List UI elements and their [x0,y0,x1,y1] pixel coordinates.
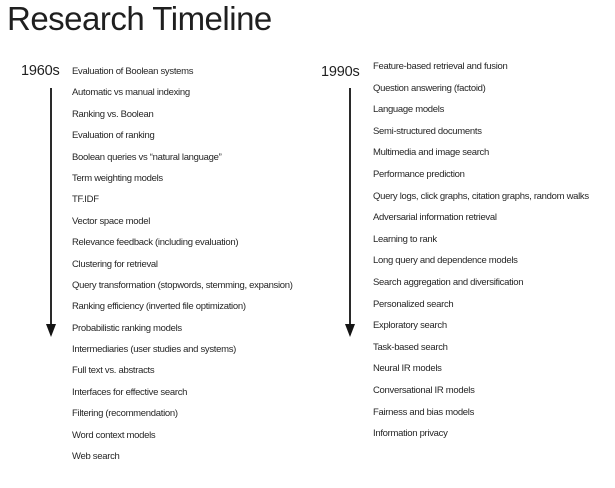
page-title: Research Timeline [7,0,272,37]
timeline-item: Multimedia and image search [373,147,489,159]
down-arrow-icon [46,324,56,337]
timeline-item: Vector space model [72,215,151,227]
timeline-item: Boolean queries vs “natural language” [72,151,222,163]
arrow-line [50,88,52,325]
timeline-item: Information privacy [373,428,448,440]
timeline-items-1990s [373,56,589,445]
timeline-item: Ranking efficiency (inverted file optimization) [72,301,246,313]
timeline-item: Long query and dependence models [373,255,518,267]
down-arrow-icon [345,324,355,337]
timeline-item: Intermediaries (user studies and systems) [72,344,237,356]
timeline-item: Personalized search [373,298,454,310]
arrow-line [349,88,351,325]
timeline-item: Ranking vs. Boolean [72,108,154,120]
timeline-item: Web search [72,451,120,463]
timeline-item: Query logs, click graphs, citation graphs, random walks [373,190,589,202]
timeline-item: Learning to rank [373,233,437,245]
timeline-item: Automatic vs manual indexing [72,87,190,99]
timeline-item: Conversational IR models [373,384,475,396]
timeline-item: Probabilistic ranking models [72,322,182,334]
timeline-item: Task-based search [373,341,448,353]
timeline-items-1960s [72,61,293,467]
timeline-item: Question answering (factoid) [373,82,486,94]
era-label-1960s: 1960s [21,63,60,79]
timeline-item: Feature-based retrieval and fusion [373,61,508,72]
timeline-item: Filtering (recommendation) [72,408,178,420]
timeline-item: Relevance feedback (including evaluation) [72,237,239,249]
timeline-item: Adversarial information retrieval [373,212,497,224]
timeline-item: Evaluation of ranking [72,130,155,142]
timeline-item: Search aggregation and diversification [373,276,524,288]
timeline-item: Interfaces for effective search [72,386,188,398]
timeline-item: Language models [373,104,445,116]
timeline-item: Term weighting models [72,172,163,184]
era-label-1990s: 1990s [321,64,360,80]
timeline-item: Fairness and bias models [373,406,475,418]
timeline-item: Full text vs. abstracts [72,365,155,377]
timeline-item: Semi-structured documents [373,125,482,137]
timeline-item: Clustering for retrieval [72,258,158,270]
timeline-item: Evaluation of Boolean systems [72,66,194,77]
timeline-item: Word context models [72,429,156,441]
timeline-item: Performance prediction [373,168,465,180]
timeline-item: TF.IDF [72,194,99,206]
timeline-item: Neural IR models [373,363,442,375]
timeline-item: Query transformation (stopwords, stemming, expansion) [72,279,293,291]
timeline-item: Exploratory search [373,320,447,332]
